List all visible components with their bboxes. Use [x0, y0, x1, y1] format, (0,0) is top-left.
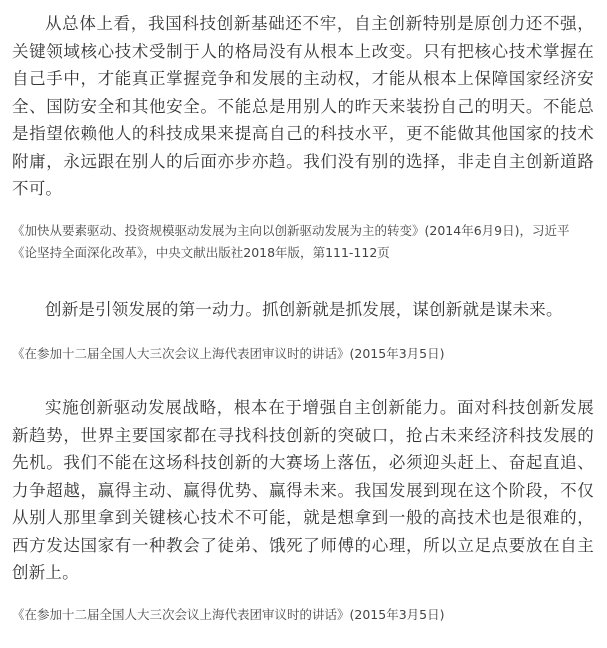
- source-line: 《在参加十二届全国人大三次会议上海代表团审议时的讲话》(2015年3月5日): [12, 346, 445, 361]
- quote-source: [12, 220, 597, 264]
- source-line: 《在参加十二届全国人大三次会议上海代表团审议时的讲话》(2015年3月5日): [12, 607, 445, 622]
- quote-paragraph: 创新是引领发展的第一动力。抓创新就是抓发展，谋创新就是谋未来。: [45, 300, 563, 319]
- quote-paragraph: 从总体上看，我国科技创新基础还不牢，自主创新特别是原创力还不强，关键领域核心技术受制于人的格局没有从根本上改变。只有把核心技术掌握在自己手中，才能真正掌握竞争和发展的主动权，才能从根本上保障国家经济安全、国防安全和其他安全。不能总是用别人的昨天来装扮自己的明天。不能总是指望依赖他人的科技成果来提高自己的科技水平，更不能做其他国家的技术附庸，永远跟在别人的后面亦步亦趋。我们没有别的选择，非走自主创新道路不可。: [12, 14, 594, 198]
- quote-source: [12, 604, 597, 626]
- source-line: 《加快从要素驱动、投资规模驱动发展为主向以创新驱动发展为主的转变》(2014年6月9日)，习近平: [12, 223, 570, 238]
- quote-source: [12, 343, 597, 365]
- source-line: 《论坚持全面深化改革》，中央文献出版社2018年版，第111-112页: [12, 245, 390, 260]
- quote-paragraph: 实施创新驱动发展战略，根本在于增强自主创新能力。面对科技创新发展新趋势，世界主要国家都在寻找科技创新的突破口，抢占未来经济科技发展的先机。我们不能在这场科技创新的大赛场上落伍，必须迎头赶上、奋起直追、力争超越，赢得主动、赢得优势、赢得未来。我国发展到现在这个阶段，不仅从别人那里拿到关键核心技术不可能，就是想拿到一般的高技术也是很难的，西方发达国家有一种教会了徒弟、饿死了师傅的心理，所以立足点要放在自主创新上。: [12, 398, 594, 582]
